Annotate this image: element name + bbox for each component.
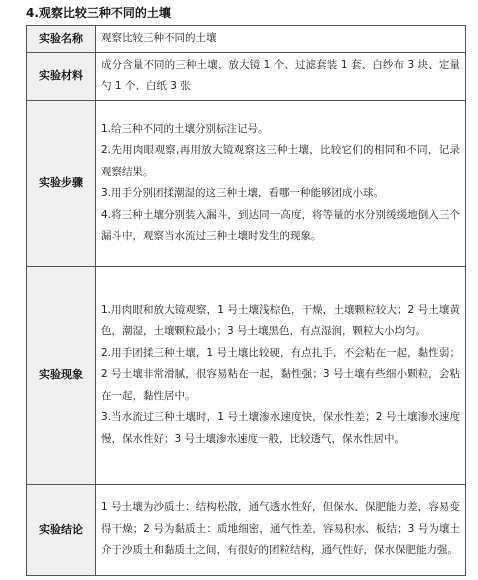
content-experiment-name	[96, 26, 466, 53]
conclusion-text: 1 号土壤为沙质土：结构松散，通气透水性好，但保水、保肥能力差，容易变得干燥；2 号为黏质土：质地细密，通气性差，容易积水、板结；3 号为壤土介于沙质土和黏质土之间，有很好的团粒结构，通气性好，保水保肥能力强。	[101, 501, 460, 557]
row-steps	[27, 100, 466, 266]
row-conclusion	[27, 484, 466, 575]
phenomenon-item: 3.当水流过三种土壤时，1 号土壤渗水速度快，保水性差；2 号土壤渗水速度慢，保水性好；3 号土壤渗水速度一般，比较透气，保水性居中。	[101, 411, 460, 445]
row-materials	[27, 52, 466, 100]
label-experiment-name: 实验名称	[27, 26, 96, 53]
content-conclusion	[96, 484, 466, 575]
label-steps: 实验步骤	[27, 100, 96, 266]
section-heading: 4.观察比较三种不同的土壤	[26, 6, 171, 20]
phenomenon-item: 2.用手团揉三种土壤，1 号土壤比较硬，有点扎手，不会粘在一起，黏性弱；2 号土壤非常滑腻，很容易粘在一起，黏性强；3 号土壤有些细小颗粒，会粘在一起，黏性居中。	[101, 346, 460, 402]
row-phenomena	[27, 266, 466, 484]
label-conclusion: 实验结论	[27, 484, 96, 575]
step-item: 2.先用肉眼观察,再用放大镜观察这三种土壤，比较它们的相同和不同，记录观察结果。	[101, 144, 460, 178]
materials-text: 成分含量不同的三种土壤、放大镜 1 个、过滤套装 1 套、白纱布 3 块、定量勺 1 个、白纸 3 张	[101, 58, 460, 92]
step-item: 4.将三种土壤分别装入漏斗，到达同一高度，将等量的水分别缓缓地倒入三个漏斗中，观察当水流过三种土壤时发生的现象。	[101, 208, 460, 242]
phenomenon-item: 1.用肉眼和放大镜观察，1 号土壤浅棕色，干燥，土壤颗粒较大；2 号土壤黄色，潮湿，土壤颗粒最小；3 号土壤黑色，有点湿润，颗粒大小均匀。	[101, 303, 460, 338]
step-item: 1.给三种不同的土壤分别标注记号。	[101, 122, 269, 135]
experiment-table	[26, 25, 466, 576]
label-phenomena: 实验现象	[27, 266, 96, 484]
content-phenomena	[96, 266, 466, 484]
content-steps	[96, 100, 466, 266]
experiment-name-text: 观察比较三种不同的土壤	[101, 32, 217, 44]
label-materials: 实验材料	[27, 52, 96, 100]
row-experiment-name	[27, 26, 466, 53]
step-item: 3.用手分别团揉潮湿的这三种土壤，看哪一种能够团成小球。	[101, 187, 385, 199]
content-materials	[96, 52, 466, 100]
